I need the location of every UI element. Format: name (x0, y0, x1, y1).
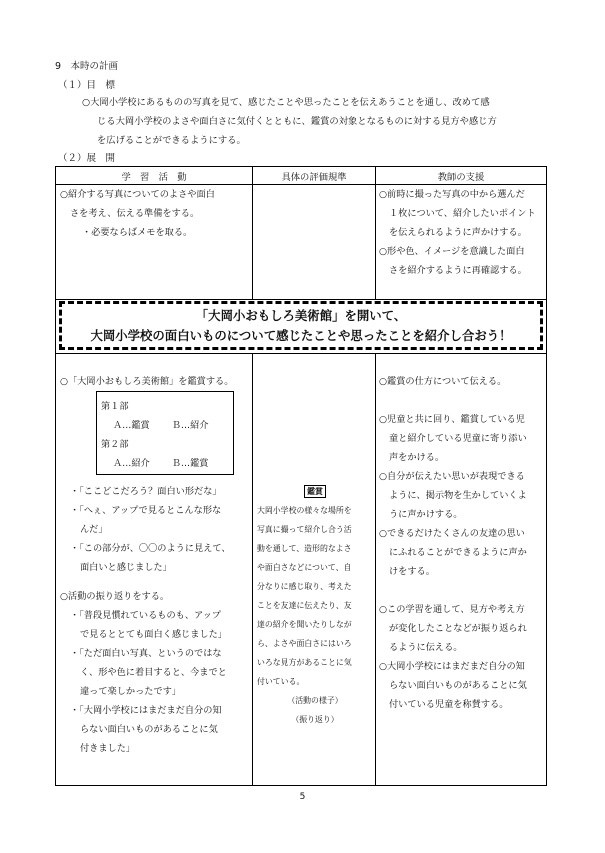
support-line: ○この学習を通して、見方や考え方 (379, 604, 525, 615)
support-line: を伝えられるように声かけする。 (389, 227, 527, 238)
evaluation-criteria (257, 482, 373, 729)
student-comments-2 (70, 606, 252, 758)
support-line: にふれることができるように声か (389, 547, 527, 558)
column-divider (252, 353, 253, 786)
section-heading: 9 本時の計画 (55, 61, 119, 72)
support-line: さを紹介するように再確認する。 (389, 265, 527, 276)
evaluation-badge: 鑑賞 (304, 485, 326, 498)
student-comments-1 (70, 482, 250, 577)
support-line: 付いている児童を称賛する。 (389, 699, 509, 710)
objective-line: ○大岡小学校にあるものの写真を見て、感じたことや思ったことを伝えあうことを通し、改めて感 (82, 97, 490, 108)
part-label: 第２部 (101, 439, 129, 450)
criteria-line: 動を通して、造形的なよさ (257, 544, 352, 553)
activity-reflect (60, 587, 250, 606)
criteria-line: や面白さなどについて、自 (257, 563, 352, 572)
activity-line: ○紹介する写真についてのよさや面白 (60, 189, 215, 200)
support-line: 声をかける。 (389, 452, 445, 463)
criteria-line: 達の紹介を聞いたりしなが (257, 620, 352, 629)
activity-appreciate (60, 372, 250, 391)
lesson-theme-banner (59, 301, 543, 350)
support-line: けをする。 (389, 566, 435, 577)
part-role: Ａ…鑑賞 (113, 420, 150, 431)
criteria-line: いろな見方があることに気 (257, 658, 352, 667)
development-heading: （２）展 開 (58, 153, 116, 164)
activity-line: ○活動の振り返りをする。 (60, 591, 170, 602)
support-line (379, 391, 547, 410)
support-main (379, 372, 547, 714)
criteria-line: ことを友達に伝えたり、友 (257, 601, 352, 610)
support-line: ○大岡小学校にはまだまだ自分の知 (379, 661, 525, 672)
comment-line: ・「ただ面白い写真、というのではな (70, 648, 222, 659)
objective-line: じる大岡小学校のよさや面白さに気付くとともに、鑑賞の対象となるものに対する見方や感じ方 (97, 116, 497, 127)
comment-line: ・「この部分が、〇〇のように見えて、 (70, 543, 231, 554)
column-divider (375, 353, 376, 786)
row-divider (56, 353, 546, 354)
column-divider (252, 167, 253, 300)
support-line: ○自分が伝えたい思いが表現できる (379, 471, 525, 482)
support-line: うに声かけする。 (389, 509, 463, 520)
comment-line: んだ」 (80, 524, 108, 535)
activity-line: ○「大岡小おもしろ美術館」を鑑賞する。 (60, 376, 234, 387)
objective-heading: （１）目 標 (58, 80, 116, 91)
objective-line: を広げることができるようにする。 (97, 135, 246, 146)
criteria-line: 写真に撮って紹介し合う活 (257, 525, 352, 534)
part-role: Ｂ…鑑賞 (171, 458, 209, 469)
comment-line: ・「大岡小学校にはまだまだ自分の知 (70, 705, 222, 716)
part-label: 第１部 (101, 401, 129, 412)
header-activity: 学 習 活 動 (121, 172, 187, 183)
support-prep (379, 185, 547, 280)
comment-line: 付きました」 (80, 743, 136, 754)
support-line (379, 581, 547, 600)
criteria-line: ら、よさや面白さにはいろ (257, 639, 352, 648)
support-line: らない面白いものがあることに気 (389, 680, 527, 691)
activity-prep (60, 185, 250, 242)
lesson-plan-table (55, 166, 547, 786)
comment-line: く、形や色に着目すると、今までと (80, 667, 227, 678)
activity-line: ・必要ならばメモを取る。 (82, 227, 193, 238)
evaluation-method: （振り返り） (291, 715, 339, 724)
criteria-line: 付いている。 (257, 677, 305, 686)
column-divider (375, 167, 376, 300)
support-line: １枚について、紹介したいポイント (389, 208, 536, 219)
support-line: るように伝える。 (389, 642, 463, 653)
comment-line: ・「ここどこだろう？面白い形だな」 (70, 486, 222, 497)
part-roles (101, 416, 233, 435)
page-number: 5 (299, 792, 306, 802)
header-criteria: 具体の評価規準 (281, 172, 347, 183)
part-role: Ｂ…紹介 (171, 420, 209, 431)
support-line: ○できるだけたくさんの友達の思い (379, 528, 525, 539)
parts-box (96, 391, 234, 475)
evaluation-method: （活動の様子） (287, 696, 343, 705)
support-line: ○前時に撮った写真の中から選んだ (379, 189, 525, 200)
banner-line: 「大岡小おもしろ美術館」を開いて、 (195, 308, 407, 323)
criteria-line: 大岡小学校の様々な場所を (257, 506, 352, 515)
objective-text (82, 93, 550, 150)
comment-line: で見るととても面白く感じました」 (80, 629, 227, 640)
support-line: が変化したことなどが振り返られ (389, 623, 527, 634)
criteria-line: 分なりに感じ取り、考えた (257, 582, 352, 591)
part-role: Ａ…紹介 (113, 458, 150, 469)
comment-line: ・「へぇ、アップで見るとこんな形な (70, 505, 222, 516)
comment-line: ・「普段見慣れているものも、アップ (70, 610, 221, 621)
support-line: ○鑑賞の仕方について伝える。 (379, 376, 507, 387)
support-line: 童と紹介している児童に寄り添い (389, 433, 527, 444)
comment-line: 違って楽しかったです」 (80, 686, 182, 697)
comment-line: らない面白いものがあることに気 (80, 724, 218, 735)
activity-line: さを考え、伝える準備をする。 (70, 208, 200, 219)
support-line: ように、掲示物を生かしていくよ (389, 490, 527, 501)
header-support: 教師の支援 (437, 172, 485, 183)
comment-line: 面白いと感じました」 (80, 562, 172, 573)
row-divider (56, 299, 546, 300)
part-roles (101, 454, 233, 473)
banner-line: 大岡小学校の面白いものについて感じたことや思ったことを紹介し合おう！ (90, 328, 512, 343)
support-line: ○児童と共に回り、鑑賞している児 (379, 414, 525, 425)
support-line: ○形や色、イメージを意識した面白 (379, 246, 525, 257)
